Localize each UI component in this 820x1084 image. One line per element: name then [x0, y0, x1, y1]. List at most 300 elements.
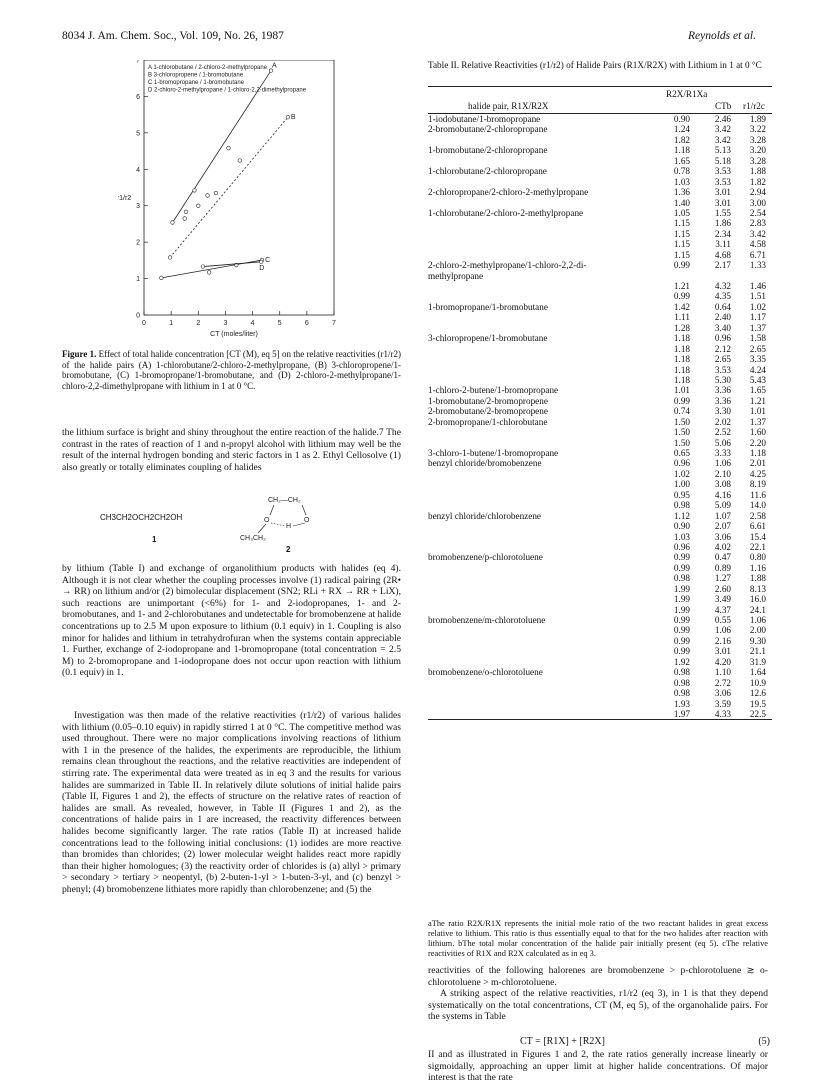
y-tick-label: 5 [136, 130, 140, 138]
table-row [428, 250, 772, 260]
data-point-A [227, 146, 231, 150]
y-tick-label: 7 [136, 60, 140, 65]
table-cell-r: 3.20 [749, 145, 766, 156]
table-cell-pair: bromobenzene/o-chlorotoluene [428, 667, 543, 678]
table-cell-ratio: 1.15 [673, 228, 690, 239]
y-tick-label: 4 [136, 166, 140, 174]
table-cell-ratio: 1.28 [673, 322, 690, 333]
data-point-D [201, 265, 205, 269]
table-cell-ratio: 1.82 [673, 134, 690, 145]
table-row [428, 511, 772, 521]
table-cell-r: 6.61 [749, 521, 766, 532]
y-axis-label: r1/r2 [118, 195, 132, 202]
table-row [428, 208, 772, 218]
table-cell-r: 1.82 [749, 176, 766, 187]
table-cell-r: 2.01 [749, 458, 766, 469]
svg-text:O: O [304, 517, 310, 524]
table-cell-r: 11.6 [750, 489, 766, 500]
table-row [428, 229, 772, 239]
table-cell-ct: 5.18 [714, 155, 731, 166]
table-cell-ratio: 1.99 [673, 594, 690, 605]
data-point-A [206, 194, 210, 198]
table-cell-ratio: 1.97 [673, 708, 690, 719]
paragraph-coupling-processes: by lithium (Table I) and exchange of organolithium products with halides (eq 4). Although it is not clear whether the coupling processes involve (1) radical pairing (2R• → RR) on lithium and/or (2) bimolecular displacement (SN2; RLi + RX → RR + LiX), such reactions are unimportant (<6%) for 1- and 2-iodopropanes, 1- and 2-bromobutanes, and 1- and 2-chlorobutanes and undetectable for bromobenzene at halide concentrations up to 2.5 M upon exposure to lithium (0.1 equiv) in 1. Coupling is also minor for halides and lithium in tetrahydrofuran when the systems contain appreciable 1. Further, exchange of 2-iodopropane and 1-bromopropane (total concentration = 2.5 M) to 2-bromopropane and 1-iodopropane does not occur upon reaction with lithium (0.1 equiv) in 1. [62, 563, 401, 679]
table-cell-ratio: 0.95 [673, 489, 690, 500]
table-row [428, 396, 772, 406]
table-cell-ratio: 0.99 [673, 625, 690, 636]
table-cell-pair: benzyl chloride/chlorobenzene [428, 510, 542, 521]
table-cell-ct: 1.86 [714, 218, 731, 229]
svg-text:CH₂—CH₂: CH₂—CH₂ [268, 497, 301, 504]
table-cell-ct: 3.53 [714, 166, 731, 177]
x-tick-label: 6 [304, 320, 309, 327]
table-cell-ct: 3.30 [714, 406, 731, 417]
table-cell-ct: 3.06 [714, 531, 731, 542]
table-row [428, 187, 772, 197]
table-cell-r: 2.54 [749, 207, 766, 218]
table-cell-ct: 2.40 [714, 312, 731, 323]
table-row [428, 323, 772, 333]
table-row [428, 177, 772, 187]
table-cell-ratio: 0.90 [673, 521, 690, 532]
table-cell-pair: bromobenzene/m-chlorotoluene [428, 615, 546, 625]
table-row [428, 302, 772, 312]
equation-body: CT = [R1X] + [R2X] [520, 1036, 605, 1047]
y-tick-label: 3 [136, 203, 140, 211]
table-cell-r: 1.88 [749, 166, 766, 177]
table-cell-r: 4.25 [749, 468, 766, 479]
table-row [428, 636, 772, 646]
table-cell-r: 1.51 [749, 291, 766, 302]
column-header-ratio: R2X/R1Xa [666, 89, 708, 99]
equation-number: (5) [758, 1036, 770, 1047]
table-cell-ratio: 1.18 [673, 145, 690, 156]
table-cell-pair: 2-chloropropane/2-chloro-2-methylpropane [428, 187, 589, 198]
table-cell-ratio: 0.99 [673, 260, 690, 271]
series-label-A: A [272, 62, 277, 70]
table-cell-ratio: 0.96 [673, 458, 690, 469]
table-cell-ct: 4.35 [714, 291, 731, 302]
table-cell-r: 1.18 [749, 448, 766, 458]
table-row [428, 271, 772, 281]
table-row [428, 239, 772, 249]
series-label-C: C [265, 256, 271, 264]
table-row [428, 333, 772, 343]
table-row [428, 479, 772, 489]
data-point-B [183, 217, 187, 221]
table-cell-ratio: 1.05 [673, 207, 690, 218]
table-row [428, 678, 772, 688]
table-cell-ratio: 1.21 [673, 281, 690, 291]
caption-text: Effect of total halide concentration [CT (M), eq 5] on the relative reactivities (r1/r2) of the halide pairs (A) 1-chlorobutane/2-chloro-2-methylpropane, (B) 3-chloropropene/1-bromobutane, (C) 1-bromopropane/1-bromobutane, and (D) 2-chloro-2-methylpropane/1-chloro-2,2-dimethylpropane with lithium in 1 at 0 °C. [62, 349, 401, 391]
data-point-B [286, 115, 290, 119]
table-cell-r: 9.30 [749, 635, 766, 646]
data-point-A [184, 210, 188, 214]
table-cell-r: 5.43 [749, 374, 766, 385]
table-cell-ratio: 0.65 [673, 448, 690, 458]
running-header-authors: Reynolds et al. [687, 30, 756, 42]
paragraph-halorene-order [428, 965, 768, 1023]
table-cell-ratio: 0.99 [673, 395, 690, 406]
table-cell-ratio: 0.99 [673, 291, 690, 302]
table-cell-r: 14.0 [749, 500, 766, 511]
table-body [428, 114, 772, 719]
table-cell-ratio: 1.18 [673, 354, 690, 365]
table-cell-r: 1.89 [749, 114, 766, 124]
table-cell-ratio: 1.65 [673, 155, 690, 166]
table-cell-r: 15.4 [749, 531, 766, 542]
table-row [428, 657, 772, 667]
table-row [428, 500, 772, 510]
table-cell-ct: 0.89 [714, 562, 731, 573]
table-cell-r: 1.17 [749, 312, 766, 323]
table-row [428, 166, 772, 176]
data-point-C [160, 276, 164, 280]
legend-entry: D 2-chloro-2-methylpropane / 1-chloro-2,2-dimethylpropane [148, 87, 307, 94]
legend-entry: B 3-chloropropene / 1-bromobutane [148, 72, 244, 79]
table-cell-ct: 2.12 [714, 343, 731, 354]
table-cell-ct: 4.37 [714, 604, 731, 615]
x-tick-label: 0 [142, 320, 146, 327]
table-cell-ct: 3.49 [714, 594, 731, 605]
table-cell-r: 24.1 [749, 604, 766, 615]
table-cell-ratio: 1.00 [673, 479, 690, 490]
table-cell-r: 1.37 [749, 416, 766, 427]
table-cell-ratio: 1.92 [673, 656, 690, 667]
table-cell-r: 22.1 [749, 541, 766, 552]
figure-legend [148, 62, 307, 94]
table-cell-pair: 1-chloro-2-butene/1-bromopropane [428, 385, 559, 396]
svg-text:H: H [286, 523, 292, 530]
y-tick-label: 0 [136, 312, 140, 320]
table-cell-pair: 2-bromopropane/1-chlorobutane [428, 416, 548, 427]
table-cell-ratio: 1.40 [673, 197, 690, 208]
column-header-ct: CTb [715, 101, 732, 111]
table-cell-pair: 3-chloro-1-butene/1-bromopropane [428, 448, 559, 458]
x-tick-label: 7 [332, 320, 336, 327]
structure-1-number: 1 [152, 535, 157, 544]
table-cell-ct: 2.46 [714, 114, 731, 124]
table-cell-r: 1.65 [749, 385, 766, 396]
table-row [428, 532, 772, 542]
table-cell-ct: 0.96 [714, 333, 731, 344]
structure-2-number: 2 [286, 545, 291, 554]
table-row [428, 385, 772, 395]
table-cell-ct: 3.42 [714, 124, 731, 135]
table-cell-ct: 4.16 [714, 489, 731, 500]
x-tick-label: 5 [277, 320, 282, 327]
table-row [428, 573, 772, 583]
table-cell-ratio: 1.15 [673, 239, 690, 250]
table-row [428, 156, 772, 166]
table-row [428, 312, 772, 322]
y-tick-label: 1 [136, 276, 140, 284]
table-cell-ct: 4.32 [714, 281, 731, 291]
table-cell-ratio: 0.98 [673, 677, 690, 688]
table-cell-ct: 2.34 [714, 228, 731, 239]
table-row [428, 448, 772, 458]
table-row [428, 552, 772, 562]
table-row [428, 135, 772, 145]
table-cell-ct: 5.09 [714, 500, 731, 511]
table-cell-ct: 1.55 [714, 207, 731, 218]
table-cell-r: 16.0 [749, 594, 766, 605]
figure-1-svg [118, 60, 340, 345]
x-tick-label: 2 [196, 320, 201, 327]
table-row [428, 218, 772, 228]
table-row [428, 667, 772, 677]
y-tick-label: 2 [136, 239, 140, 247]
table-cell-ratio: 1.03 [673, 531, 690, 542]
table-cell-pair: 1-bromobutane/2-bromopropene [428, 395, 548, 406]
data-point-B [214, 191, 218, 195]
table-row [428, 563, 772, 573]
table-cell-ratio: 0.99 [673, 635, 690, 646]
table-row [428, 625, 772, 635]
plot-frame [144, 60, 334, 315]
running-header-citation: 8034 J. Am. Chem. Soc., Vol. 109, No. 26, 1987 [62, 30, 284, 42]
table-row [428, 699, 772, 709]
table-row [428, 438, 772, 448]
table-row [428, 114, 772, 124]
table-cell-ct: 3.08 [714, 479, 731, 490]
table-cell-r: 1.06 [749, 615, 766, 625]
table-2 [428, 86, 772, 720]
table-cell-r: 3.28 [749, 134, 766, 145]
table-cell-ct: 2.65 [714, 354, 731, 365]
table-cell-r: 2.83 [749, 218, 766, 229]
table-cell-ct: 4.68 [714, 249, 731, 260]
table-cell-ct: 2.52 [714, 427, 731, 438]
data-point-B [238, 159, 242, 163]
table-cell-r: 1.46 [749, 281, 766, 291]
table-cell-ratio: 1.03 [673, 176, 690, 187]
structure-1-formula: CH3CH2OCH2CH2OH [100, 513, 183, 522]
table-cell-ratio: 0.96 [673, 541, 690, 552]
table-cell-r: 8.13 [749, 583, 766, 594]
table-2-footnotes: aThe ratio R2X/R1X represents the initial mole ratio of the two reactant halides in great excess relative to lithium. This ratio is thus essentially equal to that for the two halides after reaction with lithium. bThe total molar concentration of the halide pair initially present (eq 5). cThe relative reactivities of R1X and R2X calculated as in eq 3. [428, 919, 768, 958]
table-row [428, 375, 772, 385]
table-row [428, 688, 772, 698]
table-cell-ratio: 1.50 [673, 416, 690, 427]
table-cell-pair: 1-iodobutane/1-bromopropane [428, 114, 541, 124]
table-row [428, 354, 772, 364]
table-cell-ratio: 1.11 [674, 312, 690, 323]
table-cell-pair: 3-chloropropene/1-bromobutane [428, 333, 548, 344]
table-row [428, 521, 772, 531]
table-cell-pair: methylpropane [428, 270, 484, 281]
table-cell-ratio: 0.98 [673, 688, 690, 699]
table-cell-ratio: 1.18 [673, 364, 690, 375]
table-row [428, 198, 772, 208]
x-axis-label: CT (moles/liter) [210, 331, 258, 338]
table-cell-r: 12.6 [749, 688, 766, 699]
table-row [428, 709, 772, 719]
table-cell-ratio: 1.02 [673, 468, 690, 479]
table-row [428, 594, 772, 604]
table-cell-ratio: 1.12 [673, 510, 690, 521]
table-cell-r: 1.01 [749, 406, 766, 417]
table-cell-ratio: 1.18 [673, 374, 690, 385]
table-cell-r: 3.22 [749, 124, 766, 135]
table-cell-ct: 3.53 [714, 364, 731, 375]
table-cell-ratio: 1.18 [673, 343, 690, 354]
table-cell-ratio: 0.99 [673, 615, 690, 625]
table-cell-ratio: 1.36 [673, 187, 690, 198]
table-row [428, 406, 772, 416]
table-row [428, 469, 772, 479]
table-cell-ratio: 0.98 [673, 573, 690, 584]
table-cell-pair: 2-chloro-2-methylpropane/1-chloro-2,2-di- [428, 260, 587, 271]
table-cell-r: 19.5 [749, 698, 766, 709]
table-cell-ct: 0.55 [714, 615, 731, 625]
table-cell-pair: 1-chlorobutane/2-chloro-2-methylpropane [428, 207, 584, 218]
table-cell-ct: 2.07 [714, 521, 731, 532]
table-cell-ct: 3.01 [714, 187, 731, 198]
table-cell-r: 2.20 [749, 437, 766, 448]
x-tick-label: 3 [223, 320, 228, 327]
column-header-r: r1/r2c [743, 101, 765, 111]
table-cell-ratio: 1.99 [673, 604, 690, 615]
table-cell-r: 3.35 [749, 354, 766, 365]
table-cell-r: 4.24 [749, 364, 766, 375]
table-row [428, 124, 772, 134]
table-cell-ratio: 1.93 [673, 698, 690, 709]
halorene-order-text: reactivities of the following halorenes are bromobenzene > p-chlorotoluene ≳ o-chlorotoluene > m-chlorotoluene. [428, 965, 768, 988]
table-row [428, 344, 772, 354]
table-row [428, 145, 772, 155]
table-cell-ct: 2.72 [714, 677, 731, 688]
table-cell-ct: 0.47 [714, 552, 731, 563]
table-cell-r: 31.9 [749, 656, 766, 667]
table-row [428, 281, 772, 291]
table-cell-ratio: 1.50 [673, 437, 690, 448]
table-bottom-rule [428, 719, 772, 720]
table-row [428, 490, 772, 500]
table-cell-ct: 5.06 [714, 437, 731, 448]
table-cell-r: 1.21 [749, 395, 766, 406]
table-cell-r: 22.5 [749, 708, 766, 719]
series-label-D: D [259, 264, 265, 272]
table-cell-ct: 4.02 [714, 541, 731, 552]
svg-text:CH₃CH₂: CH₃CH₂ [240, 535, 266, 542]
table-row [428, 417, 772, 427]
table-cell-ratio: 1.24 [673, 124, 690, 135]
table-cell-ct: 4.33 [714, 708, 731, 719]
table-cell-r: 1.64 [749, 667, 766, 678]
table-cell-ct: 3.06 [714, 688, 731, 699]
table-cell-ct: 1.10 [714, 667, 731, 678]
table-cell-ct: 2.16 [714, 635, 731, 646]
table-row [428, 615, 772, 625]
table-cell-ct: 3.59 [714, 698, 731, 709]
table-cell-r: 1.60 [749, 427, 766, 438]
figure-1-caption [62, 349, 401, 391]
data-point-D [259, 260, 263, 264]
caption-label: Figure 1. [62, 349, 97, 359]
table-header-row [428, 87, 772, 113]
table-cell-ratio: 0.99 [673, 646, 690, 657]
table-cell-pair: bromobenzene/p-chlorotoluene [428, 552, 543, 563]
legend-entry: A 1-chlorobutane / 2-chloro-2-methylpropane [148, 65, 268, 71]
x-tick-label: 1 [169, 320, 174, 327]
table-cell-ct: 1.07 [714, 510, 731, 521]
table-cell-ratio: 0.74 [673, 406, 690, 417]
data-point-C [207, 271, 211, 275]
table-cell-r: 1.58 [749, 333, 766, 344]
table-cell-ct: 3.33 [714, 448, 731, 458]
table-cell-pair: benzyl chloride/bromobenzene [428, 458, 542, 469]
table-cell-ratio: 0.98 [673, 500, 690, 511]
table-cell-pair: 1-bromopropane/1-bromobutane [428, 301, 548, 312]
table-cell-ratio: 1.01 [673, 385, 690, 396]
striking-aspect-text: A striking aspect of the relative reactivities, r1/r2 (eq 3), in 1 is that they depend systematically on the total concentrations, CT (M, eq 5), of the organohalide pairs. For the systems in Table [428, 988, 768, 1023]
column-header-pair: halide pair, R1X/R2X [468, 101, 549, 111]
table-cell-ct: 1.06 [714, 458, 731, 469]
table-cell-ct: 2.60 [714, 583, 731, 594]
table-cell-r: 2.00 [749, 625, 766, 636]
table-cell-ratio: 1.15 [673, 218, 690, 229]
table-cell-pair: 2-bromobutane/2-chloropropane [428, 124, 548, 135]
table-cell-r: 1.16 [749, 562, 766, 573]
table-cell-pair: 2-bromobutane/2-bromopropene [428, 406, 548, 417]
table-row [428, 427, 772, 437]
table-cell-r: 10.9 [749, 677, 766, 688]
table-cell-ct: 2.17 [714, 260, 731, 271]
table-cell-ct: 3.11 [715, 239, 731, 250]
table-cell-r: 1.88 [749, 573, 766, 584]
table-cell-r: 3.28 [749, 155, 766, 166]
table-cell-ct: 5.13 [714, 145, 731, 156]
table-cell-r: 6.71 [749, 249, 766, 260]
paragraph-coupling-intro: the lithium surface is bright and shiny throughout the entire reaction of the halide.7 The contrast in the rates of reaction of 1 and n-propyl alcohol with lithium may well be the result of the internal hydrogen bonding and steric factors in 1 as 2. Ethyl Cellosolve (1) also greatly or totally eliminates coupling of halides [62, 427, 401, 473]
table-cell-ct: 2.02 [714, 416, 731, 427]
table-cell-ct: 3.53 [714, 176, 731, 187]
table-2-title: Table II. Relative Reactivities (r1/r2) of Halide Pairs (R1X/R2X) with Lithium in 1 at 0 °C [428, 60, 762, 70]
table-cell-ratio: 1.99 [673, 583, 690, 594]
legend-entry: C 1-bromopropane / 1-bromobutane [148, 80, 245, 86]
table-cell-r: 4.58 [749, 239, 766, 250]
table-row [428, 458, 772, 468]
table-cell-r: 3.00 [749, 197, 766, 208]
y-tick-label: 6 [136, 93, 140, 101]
table-cell-ratio: 0.98 [673, 667, 690, 678]
table-row [428, 291, 772, 301]
table-cell-ratio: 1.15 [673, 249, 690, 260]
series-line-B [170, 117, 288, 257]
table-cell-r: 3.42 [749, 228, 766, 239]
figure-1-chart [118, 60, 340, 345]
data-point-A [193, 189, 197, 193]
table-row [428, 646, 772, 656]
structure-2-drawing [240, 493, 330, 553]
series-line-D [203, 262, 261, 267]
table-cell-ratio: 1.18 [673, 333, 690, 344]
x-tick-label: 4 [250, 320, 255, 327]
svg-text:O: O [264, 517, 270, 524]
table-row [428, 365, 772, 375]
table-row [428, 605, 772, 615]
table-cell-ct: 3.01 [714, 197, 731, 208]
table-cell-ct: 3.36 [714, 385, 731, 396]
table-cell-r: 2.58 [749, 510, 766, 521]
figure-series [160, 63, 296, 280]
table-cell-r: 1.02 [749, 301, 766, 312]
table-cell-r: 2.94 [749, 187, 766, 198]
table-cell-ct: 5.30 [714, 374, 731, 385]
figure-axes [136, 60, 336, 327]
table-cell-pair: 1-bromobutane/2-chloropropane [428, 145, 548, 156]
